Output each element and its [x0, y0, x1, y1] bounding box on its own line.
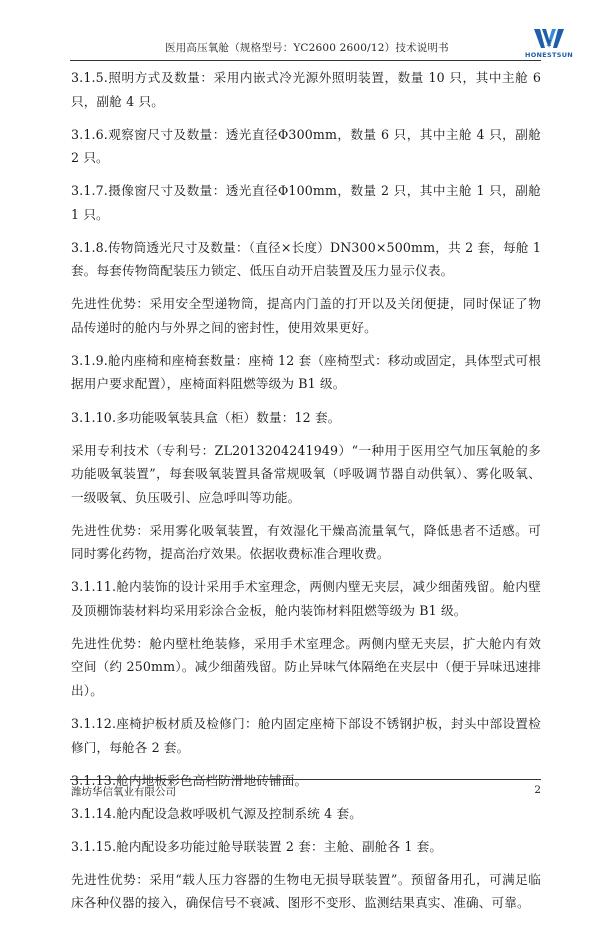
paragraph: 采用专利技术（专利号：ZL2013204241949）“一种用于医用空气加压氧舱的多功能吸氧装置”，每套吸氧装置具备常规吸氧（呼吸调节器自动供氧）、雾化吸氧、一级吸氧、负压吸引、应急呼叫等功能。 [71, 442, 541, 505]
header-divider [70, 60, 541, 61]
paragraph: 先进性优势：采用“载人压力容器的生物电无损导联装置”。预留备用孔，可满足临床各种仪器的接入，确保信号不衰减、图形不变形、监测结果真实、准确、可靠。 [71, 871, 541, 911]
page-header [70, 36, 574, 60]
header-title: 医用高压氧舱（规格型号：YC2600 2600/12）技术说明书 [165, 42, 449, 54]
paragraph: 3.1.5.照明方式及数量：采用内嵌式冷光源外照明装置，数量 10 只，其中主舱 6 只，副舱 4 只。 [71, 70, 541, 109]
paragraph: 3.1.12.座椅护板材质及检修门：舱内固定座椅下部设不锈钢护板，封头中部设置检修门，每舱各 2 套。 [71, 716, 541, 755]
paragraph: 3.1.7.摄像窗尺寸及数量：透光直径Φ100mm，数量 2 只，其中主舱 1 只，副舱 1 只。 [71, 183, 541, 222]
paragraph: 先进性优势：采用安全型递物筒，提高内门盖的打开以及关闭便捷，同时保证了物品传递时的舱内与外界之间的密封性，使用效果更好。 [71, 296, 541, 335]
paragraph: 3.1.6.观察窗尺寸及数量：透光直径Φ300mm，数量 6 只，其中主舱 4 只，副舱 2 只。 [71, 126, 541, 166]
paragraph: 3.1.15.舱内配设多功能过舱导联装置 2 套：主舱、副舱各 1 套。 [71, 838, 443, 854]
logo-text: HONESTSUN [524, 51, 574, 59]
paragraph: 3.1.14.舱内配设急救呼吸机气源及控制系统 4 套。 [71, 805, 362, 821]
paragraph: 先进性优势：舱内壁杜绝装修，采用手术室理念。两侧内壁无夹层，扩大舱内有效空间（约 250mm）。减少细菌残留。防止异味气体隔绝在夹层中（便于异味迅速排出）。 [71, 635, 541, 698]
page-number: 2 [534, 784, 541, 796]
paragraph: 先进性优势：采用雾化吸氧装置，有效湿化干燥高流量氧气，降低患者不适感。可同时雾化药物，提高治疗效果。依据收费标准合理收费。 [71, 522, 541, 562]
paragraph: 3.1.10.多功能吸氧装具盒（柜）数量：12 套。 [71, 409, 341, 425]
logo-wings-icon [532, 26, 566, 52]
paragraph: 3.1.13.舱内地板彩色高档防滑地砖铺面。 [71, 772, 308, 788]
footer-company: 潍坊华信氧业有限公司 [71, 786, 176, 798]
paragraph: 3.1.9.舱内座椅和座椅套数量：座椅 12 套（座椅型式：移动或固定，具体型式可根据用户要求配置），座椅面料阻燃等级为 B1 级。 [71, 352, 541, 392]
footer-divider [70, 779, 541, 780]
company-logo [518, 26, 580, 62]
paragraph: 3.1.8.传物筒透光尺寸及数量：（直径×长度）DN300×500mm，共 2 套，每舱 1 套。每套传物筒配装压力锁定、低压自动开启装置及压力显示仪表。 [71, 239, 541, 279]
paragraph: 3.1.11.舱内装饰的设计采用手术室理念，两侧内壁无夹层，减少细菌残留。舱内壁及顶棚饰装材料均采用彩涂合金板，舱内装饰材料阻燃等级为 B1 级。 [71, 579, 541, 618]
